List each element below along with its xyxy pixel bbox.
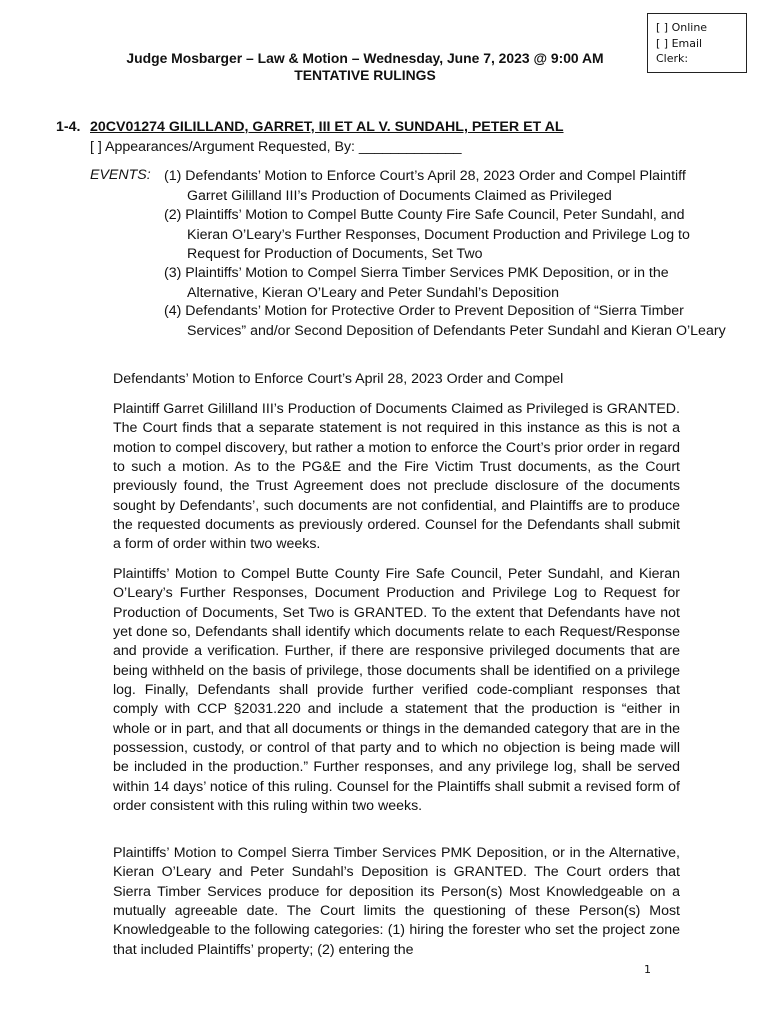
- ruling-heading: Defendants’ Motion to Enforce Court’s April 28, 2023 Order and Compel: [113, 371, 564, 387]
- header-subtitle: TENTATIVE RULINGS: [294, 67, 436, 83]
- header-title: Judge Mosbarger – Law & Motion – Wednesday, June 7, 2023 @ 9:00 AM: [126, 50, 604, 66]
- ruling-paragraph: Plaintiffs’ Motion to Compel Sierra Timber Services PMK Deposition, or in the Alternative, Kieran O’Leary and Peter Sundahl’s Deposition is GRANTED. The Court orders that Sierra Timber Services produce for deposition its Person(s) Most Knowledgeable on a mutually agreeable date. The Court limits the questioning of these Person(s) Most Knowledgeable to the following categories: (1) hiring the forester who set the project zone that included Plaintiffs’ property; (2) entering the: [113, 845, 680, 958]
- page-number: 1: [644, 963, 651, 976]
- appearances-line: [ ] Appearances/Argument Requested, By: _____________: [90, 139, 462, 155]
- case-title: 20CV01274 GILILLAND, GARRET, III ET AL V. SUNDAHL, PETER ET AL: [90, 119, 564, 135]
- clerk-label: Clerk:: [656, 52, 689, 65]
- ruling-paragraph: Plaintiffs’ Motion to Compel Butte County Fire Safe Council, Peter Sundahl, and Kieran O’Leary’s Further Responses, Document Production and Privilege Log to Request for Production of Documents, Set Two is GRANTED. To the extent that Defendants have not yet done so, Defendants shall identify which documents relate to each Request/Response and provide a verification. Further, if there are responsive privileged documents that are being withheld on the basis of privilege, those documents shall be identified on a privilege log. Finally, Defendants shall provide further verified code-compliant responses that comply with CCP §2031.220 and include a statement that the production is “either in whole or in part, and that all documents or things in the demanded category that are in the possession, custody, or control of that party and to which no objection is being made will be included in the production.” Further responses, and any privilege log, shall be served within 14 days’ notice of this ruling. Counsel for the Plaintiffs shall submit a revised form of order consistent with this ruling within two weeks.: [113, 566, 680, 815]
- case-heading: [56, 119, 564, 135]
- email-checkbox-label: [ ] Email: [656, 36, 703, 50]
- event-item: (2) Plaintiffs’ Motion to Compel Butte County Fire Safe Council, Peter Sundahl, and Kieran O’Leary’s Further Responses, Document Production and Privilege Log to Request for Production of Documents, Set Two: [164, 207, 690, 262]
- ruling-paragraph: Plaintiff Garret Gililland III’s Production of Documents Claimed as Privileged is GRANTED. The Court finds that a separate statement is not required in this instance as this is not a motion to compel discovery, but rather a motion to enforce the Court’s prior order in regard to such a motion. As to the PG&E and the Fire Victim Trust documents, as the Court previously found, the Trust Agreement does not preclude disclosure of the documents sought by Defendants’, such documents are not confidential, and Plaintiffs are to produce the requested documents as previously ordered. Counsel for the Defendants shall submit a form of order within two weeks.: [113, 401, 680, 553]
- case-item-number: 1-4.: [56, 119, 81, 135]
- event-item: (4) Defendants’ Motion for Protective Order to Prevent Deposition of “Sierra Timber Services” and/or Second Deposition of Defendants Peter Sundahl and Kieran O’Leary: [164, 303, 726, 339]
- event-item: (1) Defendants’ Motion to Enforce Court’s April 28, 2023 Order and Compel Plaintiff Garret Gililland III’s Production of Documents Claimed as Privileged: [164, 168, 686, 204]
- event-item: (3) Plaintiffs’ Motion to Compel Sierra Timber Services PMK Deposition, or in the Alternative, Kieran O’Leary and Peter Sundahl’s Deposition: [164, 265, 669, 301]
- online-checkbox-label: [ ] Online: [656, 21, 708, 34]
- events-label: EVENTS:: [90, 167, 151, 183]
